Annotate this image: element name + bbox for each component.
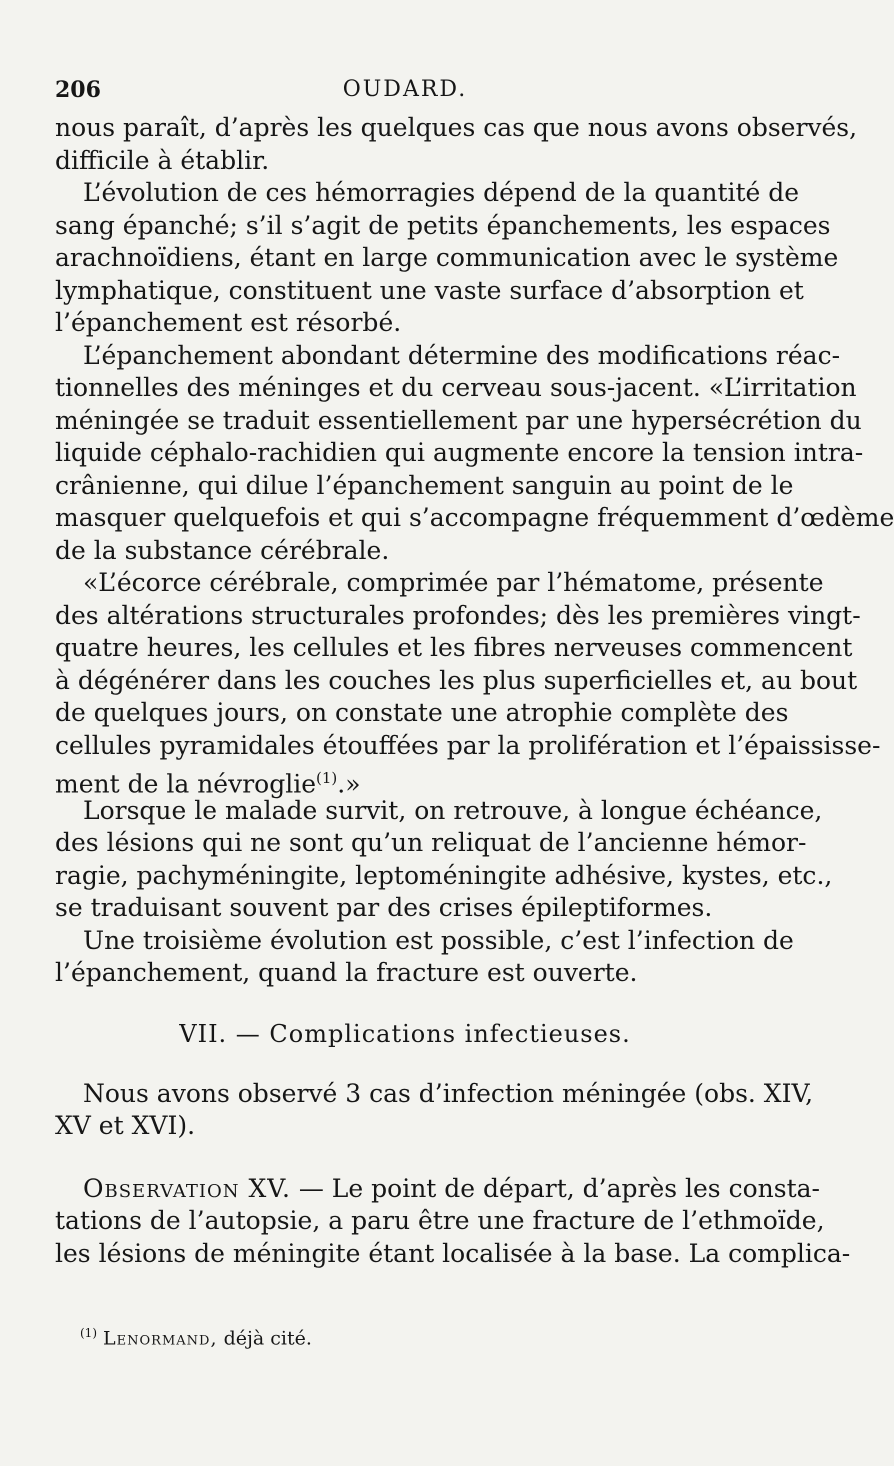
text-line: méningée se traduit essentiellement par une hypersécrétion du <box>55 405 862 435</box>
text-line: L’évolution de ces hémorragies dépend de la quantité de <box>83 178 800 207</box>
running-head <box>55 70 755 110</box>
section-heading: VII. — Complications infectieuses. <box>179 1019 631 1048</box>
text-line: difficile à établir. <box>55 145 270 175</box>
text-fragment: ment de la névroglie <box>55 769 316 799</box>
spacer <box>55 1056 755 1078</box>
text-line: sang épanché; s’il s’agit de petits épanchements, les espaces <box>55 210 831 240</box>
text-line: lymphatique, constituent une vaste surface d’absorption et <box>55 275 804 305</box>
text-line: cellules pyramidales étouffées par la prolifération et l’épaississe- <box>55 730 881 760</box>
text-line: l’épanchement, quand la fracture est ouverte. <box>55 958 638 987</box>
text-line: quatre heures, les cellules et les fibres nerveuses commencent <box>55 633 853 662</box>
observation-lead: Observation XV. <box>83 1173 291 1203</box>
footnote <box>80 1318 730 1353</box>
text-line: crânienne, qui dilue l’épanchement sanguin au point de le <box>55 470 794 500</box>
text-line: des altérations structurales profondes; dès les premières vingt- <box>55 600 861 630</box>
footnote-text: déjà cité. <box>223 1327 312 1350</box>
text-fragment: — Le point de départ, d’après les consta- <box>298 1173 820 1203</box>
text-line: «L’écorce cérébrale, comprimée par l’hématome, présente <box>83 568 824 597</box>
text-line: nous paraît, d’après les quelques cas que nous avons observés, <box>55 113 858 142</box>
quote-close: .» <box>337 769 361 799</box>
text-line-with-footnote <box>55 762 755 799</box>
text-line: XV et XVI). <box>55 1111 196 1140</box>
text-line: de quelques jours, on constate une atrophie complète des <box>55 698 789 727</box>
text-line: des lésions qui ne sont qu’un reliquat de l’ancienne hémor- <box>55 828 807 857</box>
spacer <box>55 1143 755 1173</box>
text-line: à dégénérer dans les couches les plus superficielles et, au bout <box>55 665 858 695</box>
main-text <box>55 112 894 1270</box>
footnote-author: Lenormand, <box>103 1327 218 1350</box>
text-line: arachnoïdiens, étant en large communication avec le système <box>55 243 839 272</box>
text-line: Nous avons observé 3 cas d’infection méningée (obs. XIV, <box>83 1078 814 1108</box>
text-line: tionnelles des méninges et du cerveau sous-jacent. «L’irritation <box>55 373 857 402</box>
page-number: 206 <box>55 77 101 103</box>
text-line: L’épanchement abondant détermine des modifications réac- <box>83 340 841 370</box>
text-line: Lorsque le malade survit, on retrouve, à longue échéance, <box>83 795 823 825</box>
running-title: OUDARD. <box>342 77 468 102</box>
text-line: liquide céphalo-rachidien qui augmente encore la tension intra- <box>55 438 864 467</box>
text-line: de la substance cérébrale. <box>55 535 390 565</box>
text-line: tations de l’autopsie, a paru être une fracture de l’ethmoïde, <box>55 1206 825 1235</box>
text-line: se traduisant souvent par des crises épileptiformes. <box>55 893 713 922</box>
text-line: les lésions de méningite étant localisée à la base. La complica- <box>55 1238 851 1268</box>
footnote-reference: (1) <box>316 769 338 787</box>
text-line: ragie, pachyméningite, leptoméningite adhésive, kystes, etc., <box>55 860 833 890</box>
text-line: masquer quelquefois et qui s’accompagne fréquemment d’œdème <box>55 503 894 532</box>
text-line-observation <box>55 1173 820 1206</box>
footnote-marker: (1) <box>80 1326 97 1340</box>
text-line: l’épanchement est résorbé. <box>55 308 402 337</box>
spacer <box>55 990 755 1012</box>
text-line: Une troisième évolution est possible, c’est l’infection de <box>83 925 794 955</box>
